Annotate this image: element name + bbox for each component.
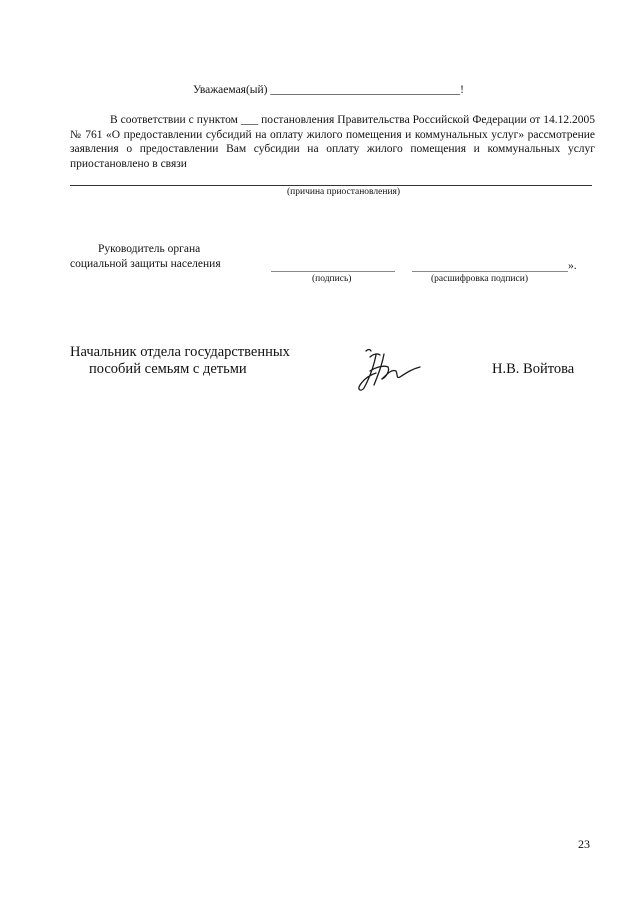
page-number: 23 bbox=[578, 837, 590, 851]
approver-title-line-2: пособий семьям с детьми bbox=[89, 361, 247, 377]
reason-fill-line bbox=[70, 185, 592, 186]
approver-title-line-1: Начальник отдела государственных bbox=[70, 344, 290, 360]
greeting-line: Уважаемая(ый) _________________________________! bbox=[193, 84, 464, 96]
decoding-caption: (расшифровка подписи) bbox=[431, 274, 528, 284]
head-title-line-1: Руководитель органа bbox=[98, 243, 201, 255]
decoding-fill-line bbox=[412, 271, 568, 272]
letter-paragraph bbox=[70, 113, 595, 171]
approver-name: Н.В. Войтова bbox=[492, 361, 575, 377]
handwritten-signature bbox=[340, 345, 426, 393]
letter-paragraph-text: В соответствии с пунктом ___ постановления Правительства Российской Федерации от 14.12.2005 № 761 «О предоставлении субсидий на оплату жилого помещения и коммунальных услуг» рассмотрение заявления о предоставлении Вам субсидии на оплату жилого помещения и коммунальных услуг приостановлено в связи bbox=[70, 114, 595, 170]
head-title-line-2: социальной защиты населения bbox=[70, 258, 221, 270]
signature-caption: (подпись) bbox=[312, 274, 352, 284]
decoding-closing-quote: ». bbox=[568, 260, 577, 272]
reason-caption: (причина приостановления) bbox=[287, 187, 401, 197]
signature-fill-line bbox=[271, 271, 395, 272]
